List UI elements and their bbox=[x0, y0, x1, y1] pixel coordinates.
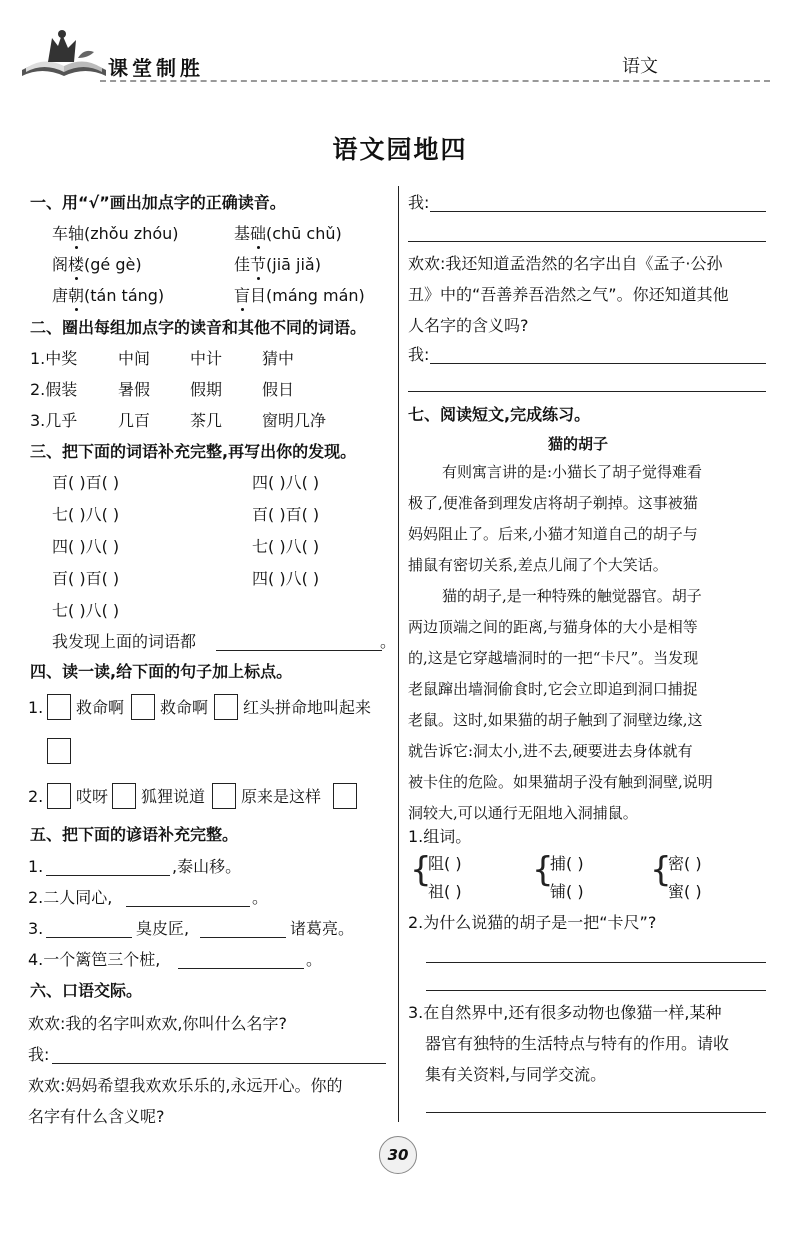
answer-line[interactable] bbox=[430, 211, 766, 212]
sentence-number: 2. bbox=[28, 787, 44, 806]
punctuation-box[interactable] bbox=[47, 783, 71, 809]
word-cell: 窗明几净 bbox=[262, 411, 327, 430]
answer-line[interactable] bbox=[426, 962, 766, 963]
word-blank[interactable]: 阻( ) bbox=[428, 854, 462, 873]
section-7-heading: 七、阅读短文,完成练习。 bbox=[408, 405, 591, 424]
sentence-fragment: 救命啊 bbox=[160, 698, 209, 717]
word-cell: 中计 bbox=[190, 349, 223, 368]
idiom-blank[interactable]: 百( )百( ) bbox=[252, 505, 320, 524]
word-cell: 3.几乎 bbox=[30, 411, 78, 430]
story-title: 猫的胡子 bbox=[548, 435, 609, 453]
question-1: 1.组词。 bbox=[408, 827, 472, 846]
punctuation-box[interactable] bbox=[212, 783, 236, 809]
sentence-fragment: 救命啊 bbox=[76, 698, 125, 717]
word-blank[interactable]: 祖( ) bbox=[428, 882, 462, 901]
story-line: 有则寓言讲的是:小猫长了胡子觉得难看 bbox=[442, 463, 703, 481]
idiom-blank[interactable]: 四( )八( ) bbox=[252, 473, 320, 492]
proverb-text: 2.二人同心, bbox=[28, 888, 113, 907]
dialogue-line: 欢欢:妈妈希望我欢欢乐乐的,永远开心。你的 bbox=[28, 1076, 343, 1095]
word-cell: 1.中奖 bbox=[30, 349, 78, 368]
pinyin-item: 阁楼(gé gè) bbox=[52, 255, 142, 274]
punctuation-box[interactable] bbox=[47, 738, 71, 764]
story-line: 猫的胡子,是一种特殊的触觉器官。胡子 bbox=[442, 587, 702, 605]
section-2-heading: 二、圈出每组加点字的读音和其他不同的词语。 bbox=[30, 318, 367, 337]
section-3-heading: 三、把下面的词语补充完整,再写出你的发现。 bbox=[30, 442, 357, 461]
proverb-text: ,泰山移。 bbox=[172, 857, 242, 876]
brand-title: 课堂制胜 bbox=[108, 56, 204, 80]
proverb-text: 。 bbox=[306, 950, 323, 969]
pinyin-item: 唐朝(tán táng) bbox=[52, 286, 165, 305]
proverb-answer-line[interactable] bbox=[200, 937, 286, 938]
punctuation-box[interactable] bbox=[112, 783, 136, 809]
emphasis-dot bbox=[257, 277, 260, 280]
sentence-fragment: 哎呀 bbox=[76, 787, 109, 806]
finding-end: 。 bbox=[380, 632, 397, 651]
dialogue-line: 欢欢:我还知道孟浩然的名字出自《孟子·公孙 bbox=[408, 254, 723, 273]
question-3: 器官有独特的生活特点与特有的作用。请收 bbox=[425, 1034, 730, 1053]
story-line: 的,这是它穿越墙洞时的一把“卡尺”。当发现 bbox=[408, 649, 699, 667]
page-number: 30 bbox=[379, 1136, 417, 1174]
word-cell: 猜中 bbox=[262, 349, 295, 368]
answer-line[interactable] bbox=[52, 1063, 386, 1064]
idiom-blank[interactable]: 七( )八( ) bbox=[52, 601, 120, 620]
idiom-blank[interactable]: 四( )八( ) bbox=[52, 537, 120, 556]
story-line: 捕鼠有密切关系,差点儿闹了个大笑话。 bbox=[408, 556, 668, 574]
section-6-heading: 六、口语交际。 bbox=[30, 981, 143, 1000]
idiom-blank[interactable]: 四( )八( ) bbox=[252, 569, 320, 588]
header-divider bbox=[100, 80, 770, 82]
emphasis-dot bbox=[75, 308, 78, 311]
punctuation-box[interactable] bbox=[333, 783, 357, 809]
punctuation-box[interactable] bbox=[131, 694, 155, 720]
punctuation-box[interactable] bbox=[214, 694, 238, 720]
story-line: 就告诉它:洞太小,进不去,硬要进去身体就有 bbox=[408, 742, 693, 760]
word-blank[interactable]: 捕( ) bbox=[550, 854, 584, 873]
story-line: 妈妈阻止了。后来,小猫才知道自己的胡子与 bbox=[408, 525, 698, 543]
sentence-number: 1. bbox=[28, 698, 44, 717]
question-3: 集有关资料,与同学交流。 bbox=[425, 1065, 607, 1084]
finding-answer-line[interactable] bbox=[216, 650, 382, 651]
story-line: 洞较大,可以通行无阻地入洞捕鼠。 bbox=[408, 804, 638, 822]
proverb-answer-line[interactable] bbox=[46, 937, 132, 938]
me-label: 我: bbox=[408, 193, 430, 212]
section-4-heading: 四、读一读,给下面的句子加上标点。 bbox=[30, 662, 293, 681]
word-cell: 茶几 bbox=[190, 411, 223, 430]
emphasis-dot bbox=[75, 246, 78, 249]
answer-line[interactable] bbox=[426, 990, 766, 991]
word-cell: 几百 bbox=[118, 411, 151, 430]
word-blank[interactable]: 蜜( ) bbox=[668, 882, 702, 901]
dialogue-line: 丑》中的“吾善养吾浩然之气”。你还知道其他 bbox=[408, 285, 729, 304]
idiom-blank[interactable]: 七( )八( ) bbox=[252, 537, 320, 556]
proverb-text: 臭皮匠, bbox=[136, 919, 190, 938]
subject-label: 语文 bbox=[622, 56, 658, 77]
dialogue-line: 人名字的含义吗? bbox=[408, 316, 529, 335]
word-cell: 中间 bbox=[118, 349, 151, 368]
column-divider bbox=[398, 186, 399, 1122]
emphasis-dot bbox=[241, 308, 244, 311]
emphasis-dot bbox=[257, 246, 260, 249]
me-label: 我: bbox=[28, 1045, 50, 1064]
word-blank[interactable]: 密( ) bbox=[668, 854, 702, 873]
proverb-text: 。 bbox=[252, 888, 269, 907]
proverb-text: 4.一个篱笆三个桩, bbox=[28, 950, 161, 969]
story-line: 两边顶端之间的距离,与猫身体的大小是相等 bbox=[408, 618, 698, 636]
answer-line[interactable] bbox=[408, 241, 766, 242]
sentence-fragment: 狐狸说道 bbox=[141, 787, 206, 806]
dialogue-line: 名字有什么含义呢? bbox=[28, 1107, 165, 1126]
proverb-text: 1. bbox=[28, 857, 44, 876]
proverb-answer-line[interactable] bbox=[178, 968, 304, 969]
question-3: 3.在自然界中,还有很多动物也像猫一样,某种 bbox=[408, 1003, 722, 1022]
proverb-answer-line[interactable] bbox=[126, 906, 250, 907]
answer-line[interactable] bbox=[426, 1112, 766, 1113]
pinyin-item: 佳节(jiā jiǎ) bbox=[234, 255, 321, 274]
answer-line[interactable] bbox=[408, 391, 766, 392]
page-title: 语文园地四 bbox=[332, 135, 468, 164]
word-cell: 假期 bbox=[190, 380, 223, 399]
story-line: 极了,便准备到理发店将胡子剃掉。这事被猫 bbox=[408, 494, 698, 512]
emphasis-dot bbox=[75, 277, 78, 280]
punctuation-box[interactable] bbox=[47, 694, 71, 720]
dialogue-line: 欢欢:我的名字叫欢欢,你叫什么名字? bbox=[28, 1014, 287, 1033]
word-cell: 假日 bbox=[262, 380, 295, 399]
proverb-text: 诸葛亮。 bbox=[290, 919, 355, 938]
me-label: 我: bbox=[408, 345, 430, 364]
section-5-heading: 五、把下面的谚语补充完整。 bbox=[30, 825, 239, 844]
brace-icon: { bbox=[410, 850, 432, 890]
idiom-blank[interactable]: 百( )百( ) bbox=[52, 569, 120, 588]
idiom-blank[interactable]: 百( )百( ) bbox=[52, 473, 120, 492]
sentence-fragment: 原来是这样 bbox=[241, 787, 322, 806]
answer-line[interactable] bbox=[430, 363, 766, 364]
proverb-answer-line[interactable] bbox=[46, 875, 170, 876]
section-1-heading: 一、用“√”画出加点字的正确读音。 bbox=[30, 193, 286, 212]
finding-label: 我发现上面的词语都 bbox=[52, 632, 197, 651]
story-line: 被卡住的危险。如果猫胡子没有触到洞壁,说明 bbox=[408, 773, 713, 791]
pinyin-item: 盲目(máng mán) bbox=[234, 286, 365, 305]
sentence-fragment: 红头拼命地叫起来 bbox=[243, 698, 372, 717]
idiom-blank[interactable]: 七( )八( ) bbox=[52, 505, 120, 524]
story-line: 老鼠。这时,如果猫的胡子触到了洞壁边缘,这 bbox=[408, 711, 703, 729]
word-cell: 暑假 bbox=[118, 380, 151, 399]
pinyin-item: 车轴(zhǒu zhóu) bbox=[52, 224, 179, 243]
pinyin-item: 基础(chū chǔ) bbox=[234, 224, 342, 243]
brace-icon: { bbox=[532, 850, 554, 890]
story-line: 老鼠蹿出墙洞偷食时,它会立即追到洞口捕捉 bbox=[408, 680, 698, 698]
word-blank[interactable]: 铺( ) bbox=[550, 882, 584, 901]
question-2: 2.为什么说猫的胡子是一把“卡尺”? bbox=[408, 913, 657, 932]
proverb-text: 3. bbox=[28, 919, 44, 938]
brace-icon: { bbox=[650, 850, 672, 890]
word-cell: 2.假装 bbox=[30, 380, 78, 399]
book-logo-icon bbox=[18, 28, 110, 80]
